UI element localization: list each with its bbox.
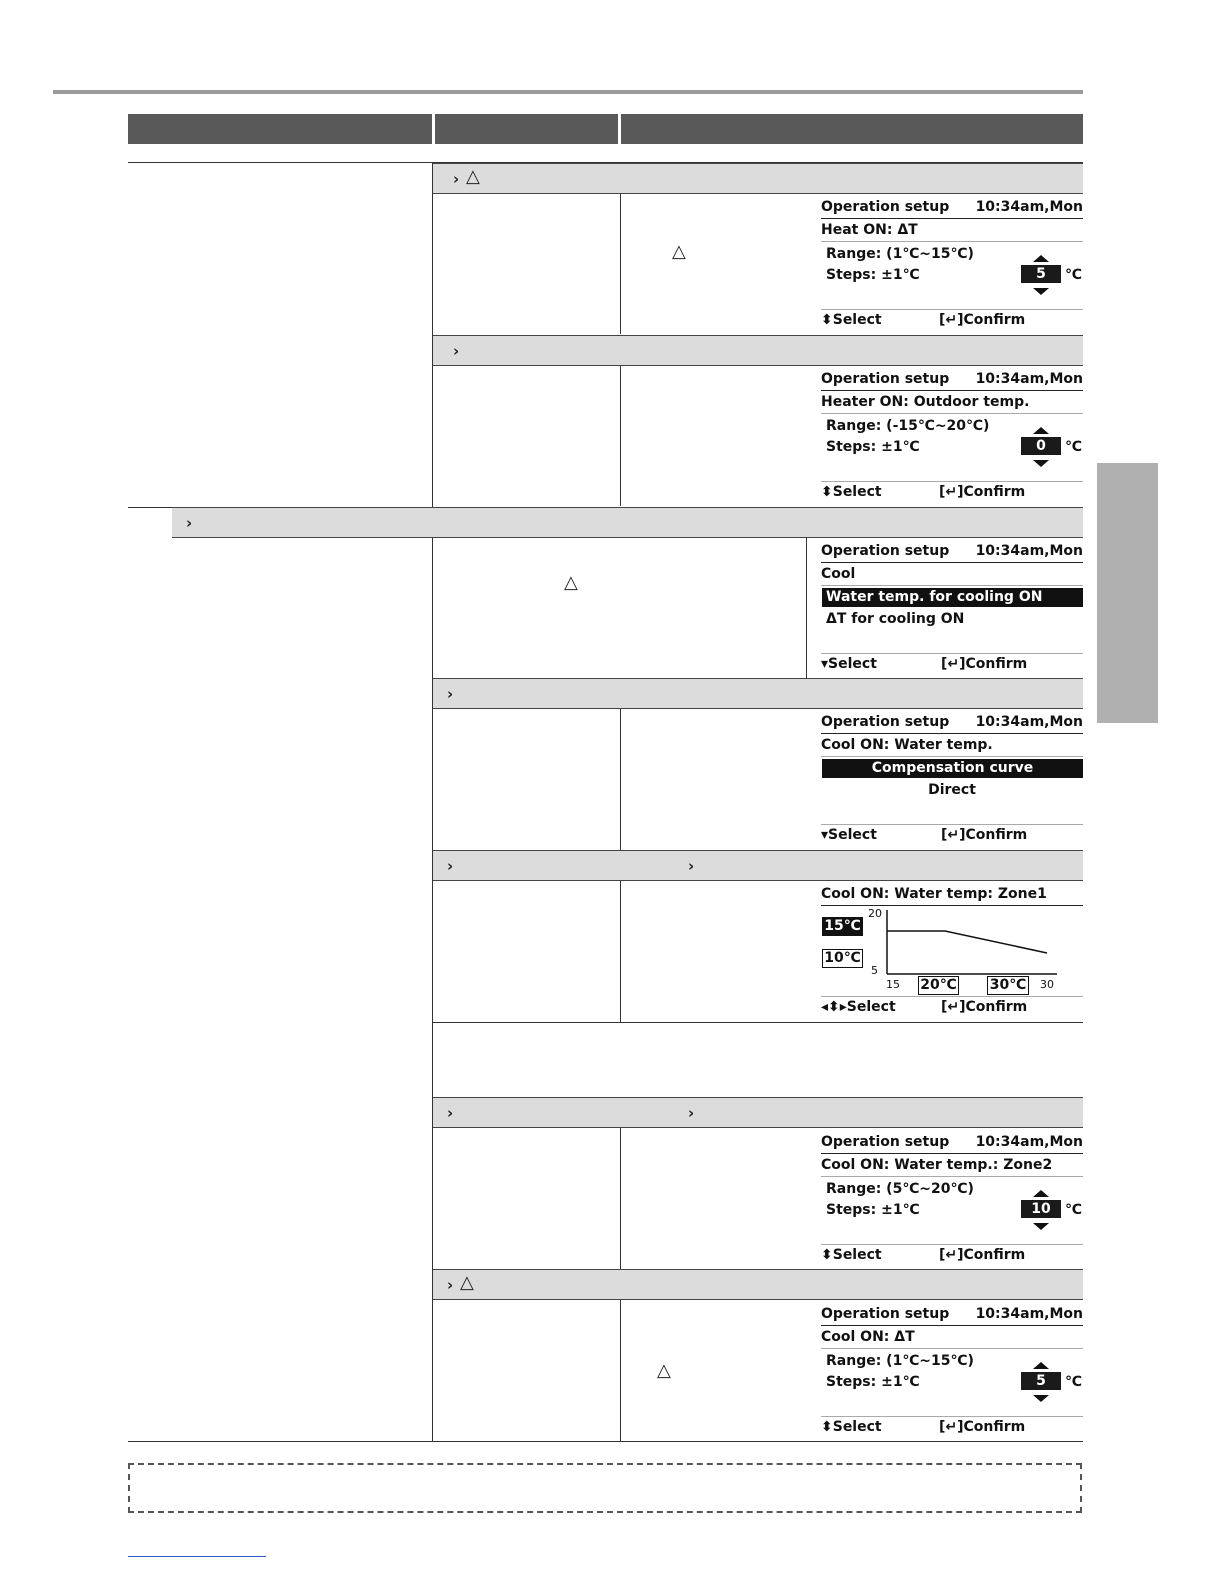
section-bar-heat-dt	[433, 163, 1083, 194]
divider	[821, 653, 1083, 654]
x-value-box-1[interactable]: 20℃	[918, 976, 959, 995]
lcd-screen-heat-dt	[821, 199, 1083, 333]
section-bar-cool-water	[433, 678, 1083, 709]
x-left-tick: 15	[886, 978, 900, 991]
divider	[821, 996, 1083, 997]
screen-time: 10:34am,Mon	[975, 543, 1083, 559]
column-divider	[620, 1128, 621, 1269]
divider	[821, 585, 1083, 586]
value-field[interactable]: 5	[1021, 1372, 1061, 1390]
section-bar-cool-zone1	[433, 850, 1083, 881]
triangle-icon: △	[460, 1272, 474, 1293]
section-bar-cool-dt	[433, 1269, 1083, 1300]
steps-text: Steps: ±1℃	[826, 439, 920, 455]
value-field[interactable]: 5	[1021, 265, 1061, 283]
arrow-down-icon[interactable]	[1033, 460, 1049, 467]
divider	[821, 1325, 1083, 1326]
y-low-value-box[interactable]: 10℃	[822, 949, 863, 968]
column-divider	[620, 365, 621, 506]
screen-subtitle: Heater ON: Outdoor temp.	[821, 394, 1030, 410]
select-hint: ⬍Select	[821, 312, 882, 328]
divider	[821, 241, 1083, 242]
x-right-tick: 30	[1040, 978, 1054, 991]
arrow-down-icon[interactable]	[1033, 1395, 1049, 1402]
screen-time: 10:34am,Mon	[975, 199, 1083, 215]
menu-option[interactable]: ΔT for cooling ON	[826, 611, 965, 627]
chevron-right-icon: ›	[447, 1104, 454, 1122]
row-divider	[128, 1441, 1083, 1442]
range-text: Range: (1℃~15℃)	[826, 246, 974, 262]
screen-subtitle: Cool ON: Water temp.	[821, 737, 993, 753]
steps-text: Steps: ±1℃	[826, 1202, 920, 1218]
screen-time: 10:34am,Mon	[975, 714, 1083, 730]
y-bottom-tick: 5	[871, 964, 878, 977]
y-top-tick: 20	[868, 907, 882, 920]
chevron-right-icon: ›	[447, 1276, 454, 1294]
chevron-right-icon: ›	[186, 514, 193, 532]
arrow-down-icon[interactable]	[1033, 1223, 1049, 1230]
column-divider	[806, 537, 807, 678]
arrow-up-icon[interactable]	[1033, 255, 1049, 262]
arrow-up-icon[interactable]	[1033, 1362, 1049, 1369]
value-field[interactable]: 0	[1021, 437, 1061, 455]
divider	[821, 824, 1083, 825]
confirm-hint: [↵]Confirm	[941, 827, 1028, 843]
screen-time: 10:34am,Mon	[975, 1306, 1083, 1322]
screen-subtitle: Cool ON: Water temp.: Zone2	[821, 1157, 1053, 1173]
select-hint: ◂⬍▸Select	[821, 999, 896, 1015]
column-divider	[620, 1300, 621, 1441]
select-hint: ▾Select	[821, 827, 877, 843]
lcd-screen-cool-zone2	[821, 1134, 1083, 1268]
confirm-hint: [↵]Confirm	[939, 1247, 1026, 1263]
range-text: Range: (-15℃~20℃)	[826, 418, 990, 434]
row-divider	[433, 1022, 1083, 1023]
steps-text: Steps: ±1℃	[826, 267, 920, 283]
lcd-screen-heater-outdoor	[821, 371, 1083, 505]
chevron-right-icon: ›	[453, 170, 460, 188]
menu-option-selected[interactable]: Water temp. for cooling ON	[822, 588, 1083, 607]
divider	[821, 218, 1083, 219]
x-value-box-2[interactable]: 30℃	[987, 976, 1029, 995]
menu-option-selected[interactable]: Compensation curve	[822, 759, 1083, 778]
arrow-up-icon[interactable]	[1033, 1190, 1049, 1197]
confirm-hint: [↵]Confirm	[939, 1419, 1026, 1435]
screen-title: Cool ON: Water temp: Zone1	[821, 886, 1047, 902]
screen-title: Operation setup	[821, 1306, 950, 1322]
select-hint: ⬍Select	[821, 1247, 882, 1263]
screen-time: 10:34am,Mon	[975, 371, 1083, 387]
select-hint: ▾Select	[821, 656, 877, 672]
top-rule	[53, 90, 1083, 94]
unit-label: ℃	[1065, 1202, 1082, 1218]
divider	[821, 1176, 1083, 1177]
divider	[821, 309, 1083, 310]
unit-label: ℃	[1065, 439, 1082, 455]
divider	[821, 1416, 1083, 1417]
divider	[821, 481, 1083, 482]
divider	[821, 413, 1083, 414]
chevron-right-icon: ›	[453, 342, 460, 360]
screen-title: Operation setup	[821, 1134, 950, 1150]
divider	[821, 390, 1083, 391]
arrow-down-icon[interactable]	[1033, 288, 1049, 295]
screen-title: Operation setup	[821, 714, 950, 730]
screen-subtitle: Heat ON: ΔT	[821, 222, 918, 238]
chapter-side-tab	[1097, 463, 1158, 723]
section-bar-heater-outdoor	[433, 335, 1083, 366]
lcd-screen-cool-zone1	[821, 886, 1083, 1020]
value-field[interactable]: 10	[1021, 1200, 1061, 1218]
table-header-col1	[128, 114, 432, 144]
confirm-hint: [↵]Confirm	[939, 312, 1026, 328]
divider	[821, 733, 1083, 734]
arrow-up-icon[interactable]	[1033, 427, 1049, 434]
column-divider	[620, 709, 621, 850]
table-header-col2	[435, 114, 618, 144]
unit-label: ℃	[1065, 267, 1082, 283]
divider	[821, 756, 1083, 757]
screen-title: Operation setup	[821, 199, 950, 215]
section-bar-cool	[172, 507, 1083, 538]
footer-link[interactable]	[128, 1556, 266, 1557]
divider	[821, 1244, 1083, 1245]
lcd-screen-cool-menu	[821, 543, 1083, 677]
select-hint: ⬍Select	[821, 484, 882, 500]
screen-subtitle: Cool	[821, 566, 856, 582]
chevron-right-icon: ›	[447, 857, 454, 875]
range-text: Range: (1℃~15℃)	[826, 1353, 974, 1369]
unit-label: ℃	[1065, 1374, 1082, 1390]
confirm-hint: [↵]Confirm	[939, 484, 1026, 500]
triangle-icon: △	[466, 166, 480, 187]
screen-subtitle: Cool ON: ΔT	[821, 1329, 915, 1345]
steps-text: Steps: ±1℃	[826, 1374, 920, 1390]
lcd-screen-cool-water	[821, 714, 1083, 848]
range-text: Range: (5℃~20℃)	[826, 1181, 974, 1197]
y-high-value-box[interactable]: 15℃	[822, 917, 863, 936]
menu-option[interactable]: Direct	[928, 782, 976, 798]
confirm-hint: [↵]Confirm	[941, 999, 1028, 1015]
screen-time: 10:34am,Mon	[975, 1134, 1083, 1150]
note-box	[128, 1463, 1082, 1513]
divider	[821, 1348, 1083, 1349]
curve-line	[887, 931, 1047, 953]
chevron-right-icon: ›	[447, 685, 454, 703]
divider	[821, 1153, 1083, 1154]
divider	[821, 562, 1083, 563]
table-header-col3	[621, 114, 1083, 144]
triangle-icon: △	[657, 1360, 671, 1381]
triangle-icon: △	[564, 572, 578, 593]
select-hint: ⬍Select	[821, 1419, 882, 1435]
chevron-right-icon: ›	[688, 857, 695, 875]
screen-title: Operation setup	[821, 371, 950, 387]
confirm-hint: [↵]Confirm	[941, 656, 1028, 672]
chevron-right-icon: ›	[688, 1104, 695, 1122]
column-divider	[620, 193, 621, 334]
triangle-icon: △	[672, 241, 686, 262]
screen-title: Operation setup	[821, 543, 950, 559]
section-bar-cool-zone2	[433, 1097, 1083, 1128]
column-divider	[620, 881, 621, 1022]
lcd-screen-cool-dt	[821, 1306, 1083, 1440]
